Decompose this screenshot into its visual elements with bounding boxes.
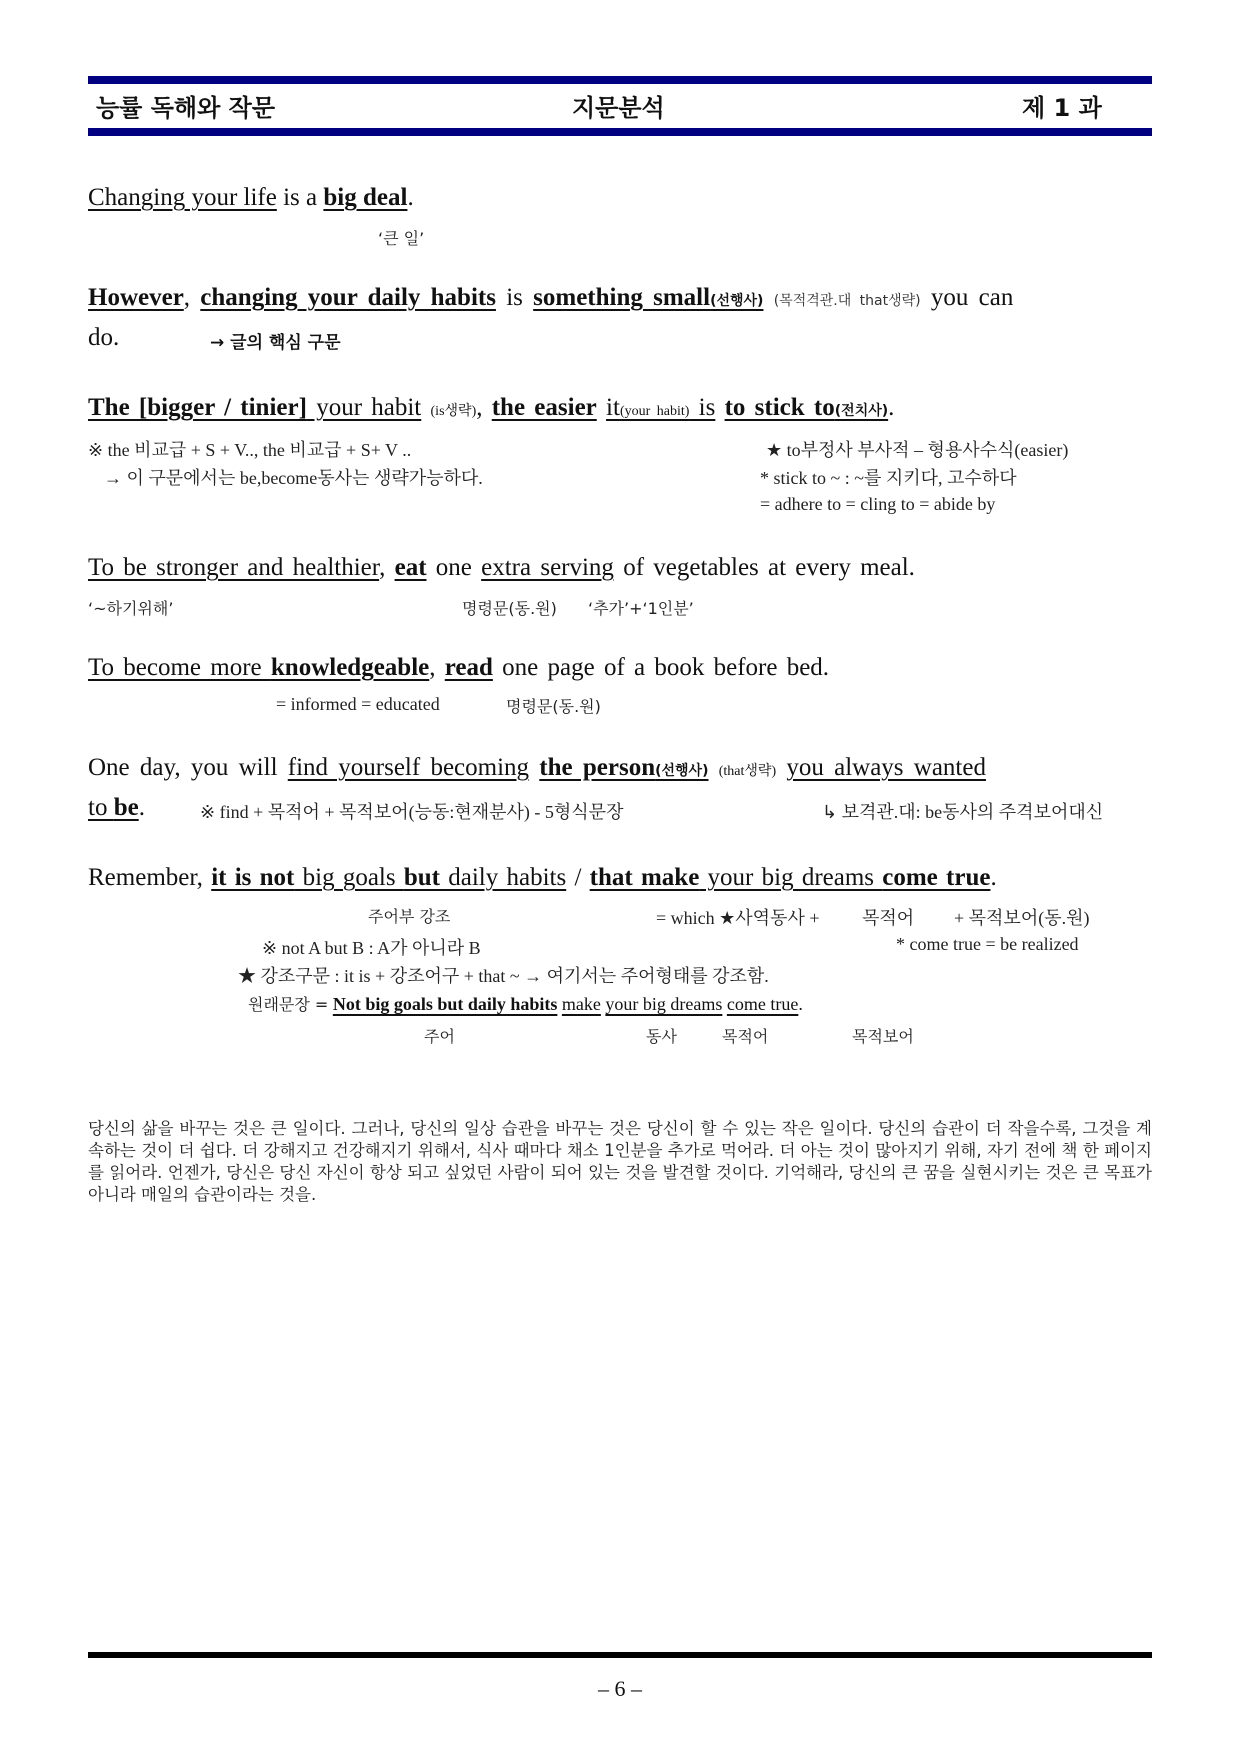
header-section-title: 지문분석 <box>572 94 665 122</box>
s1-key-phrase: big deal <box>323 184 408 211</box>
s7-note-complement: + 목적보어(동.원) <box>954 908 1090 928</box>
sentence-3 <box>88 394 894 422</box>
s2-antecedent-note: (선행사) <box>710 293 764 309</box>
s2-subject: changing your daily habits <box>200 284 496 311</box>
s7-that-make: that make <box>589 864 700 891</box>
s2-you-can: you can <box>920 284 1014 311</box>
s7-big-goals: big goals <box>294 864 404 891</box>
s3-note-stick-to: * stick to ~ : ~를 지키다, 고수하다 <box>760 468 1017 488</box>
sentence-2 <box>88 284 1013 312</box>
s4-extra-serving: extra serving <box>481 554 614 581</box>
s4-purpose: To be stronger and healthier <box>88 554 380 581</box>
s3-note-omission: → 이 구문에서는 be,become동사는 생략가능하다. <box>104 468 483 488</box>
s2-is: is <box>495 284 534 311</box>
s4-comma: , <box>379 554 395 581</box>
s7-orig-verb: make <box>561 994 601 1014</box>
s4-note-imperative: 명령문(동.원) <box>462 599 557 618</box>
s7-orig-period: . <box>798 994 803 1014</box>
s3-omit-note: (is생략) <box>430 404 477 419</box>
s6-antecedent-note: (선행사) <box>655 763 709 779</box>
footer-bar <box>88 1652 1152 1658</box>
s1-text: is a <box>276 184 324 211</box>
s7-orig-subject: Not big goals but daily habits <box>332 994 558 1014</box>
s7-but: but <box>403 864 440 891</box>
s7-note-emphasis-construction: ★ 강조구문 : it is + 강조어구 + that ~ → 여기서는 주어형태를 강조함. <box>238 966 769 986</box>
s4-note-purpose: ‘~하기위해’ <box>88 599 174 618</box>
s5-verb: read <box>444 654 493 681</box>
s6-start: One day, you will <box>88 754 288 781</box>
s7-role-verb: 동사 <box>646 1027 677 1046</box>
s6-relative-clause: you always wanted <box>786 754 986 781</box>
header-book-title: 능률 독해와 작문 <box>96 94 275 122</box>
header-bottom-bar <box>88 128 1152 136</box>
s3-period: . <box>888 394 895 421</box>
s7-orig-complement: come true <box>726 994 799 1014</box>
s2-key-note: → 글의 핵심 구문 <box>210 333 341 353</box>
s7-note-come-true: * come true = be realized <box>896 934 1079 954</box>
header-top-bar <box>88 76 1152 84</box>
s3-note-infinitive: ★ to부정사 부사적 – 형용사수식(easier) <box>766 440 1069 460</box>
s3-it: it <box>606 394 620 421</box>
s7-role-complement: 목적보어 <box>852 1027 914 1046</box>
s6-line2 <box>88 794 145 822</box>
s3-comparative: The [bigger / tinier] <box>88 394 307 421</box>
s3-note-synonyms: = adhere to = cling to = abide by <box>760 494 996 514</box>
s7-note-object: 목적어 <box>862 908 915 928</box>
s3-note-structure: ※ the 비교급 + S + V.., the 비교급 + S+ V .. <box>88 440 412 460</box>
korean-translation: 당신의 삶을 바꾸는 것은 큰 일이다. 그러나, 당신의 일상 습관을 바꾸는 것은 당신이 할 수 있는 작은 일이다. 당신의 습관이 더 작을수록, 그것을 계속하는 것이 더 쉽다. 더 강해지고 건강해지기 위해서, 식사 때마다 채소 1인분을 추가로 먹어라. 더 아는 것이 많아지기 위해, 자기 전에 책 한 페이지를 읽어라. 언젠가, 당신은 당신 자신이 항상 되고 싶었던 사람이 되어 있는 것을 발견할 것이다. 기억해라, 당신의 큰 꿈을 실현시키는 것은 큰 목표가 아니라 매일의 습관이라는 것을. <box>88 1119 1152 1204</box>
s5-rest: one page of a book before bed. <box>492 654 830 681</box>
s5-purpose: To become more <box>88 654 271 681</box>
sentence-1 <box>88 184 414 212</box>
header-lesson-number: 제 1 과 <box>1022 94 1102 122</box>
s6-find-yourself: find yourself becoming <box>287 754 530 781</box>
s7-original-sentence <box>248 992 803 1015</box>
s6-to: to <box>88 794 114 821</box>
s7-note-subject-emphasis: 주어부 강조 <box>368 907 451 926</box>
s7-orig-label: 원래문장 = <box>248 995 329 1014</box>
s5-note-synonyms: = informed = educated <box>276 694 440 714</box>
s2-antecedent: something small <box>533 284 711 311</box>
s7-role-subject: 주어 <box>424 1027 455 1046</box>
s5-comma: , <box>429 654 445 681</box>
s1-period: . <box>407 184 414 211</box>
s7-note-which: = which ★사역동사 + <box>656 908 820 928</box>
s2-line2: do. <box>88 324 120 351</box>
s6-note-find: ※ find + 목적어 + 목적보어(능동:현재분사) - 5형식문장 <box>200 802 624 822</box>
s7-your-big-dreams: your big dreams <box>699 864 883 891</box>
s7-orig-object: your big dreams <box>605 994 723 1014</box>
s7-role-object: 목적어 <box>722 1027 769 1046</box>
s6-period: . <box>138 794 145 821</box>
s3-it-note: (your habit) <box>619 404 690 419</box>
s3-to-stick-to: to stick to <box>724 394 835 421</box>
s3-preposition-note: (전치사) <box>834 403 889 419</box>
s7-come-true: come true <box>882 864 991 891</box>
sentence-5 <box>88 654 829 682</box>
s4-note-meaning: ‘추가’+‘1인분’ <box>588 599 694 618</box>
sentence-4 <box>88 554 915 582</box>
s6-be: be <box>113 794 139 821</box>
s4-one: one <box>426 554 482 581</box>
page-number: – 6 – <box>598 1676 642 1701</box>
s7-it-is-not: it is not <box>211 864 295 891</box>
s7-remember: Remember, <box>88 864 212 891</box>
s6-note-relative: ↳ 보격관.대: be동사의 주격보어대신 <box>822 802 1104 822</box>
s1-subject: Changing your life <box>88 184 277 211</box>
s3-the-easier: the easier <box>491 394 597 421</box>
s6-omit-note: (that생략) <box>718 764 777 779</box>
s5-note-imperative: 명령문(동.원) <box>506 697 601 716</box>
s7-slash: / <box>566 864 590 891</box>
s4-verb: eat <box>394 554 427 581</box>
s2-however: However <box>88 284 184 311</box>
s6-antecedent: the person <box>539 754 656 781</box>
s7-daily-habits: daily habits <box>439 864 567 891</box>
s5-knowledgeable: knowledgeable <box>270 654 430 681</box>
s3-is: is <box>689 394 716 421</box>
sentence-7 <box>88 864 997 892</box>
s7-note-not-a-but-b: ※ not A but B : A가 아니라 B <box>262 938 481 958</box>
s4-rest: of vegetables at every meal. <box>613 554 915 581</box>
s3-comma: , <box>476 394 492 421</box>
s3-your-habit: your habit <box>306 394 422 421</box>
s2-comma: , <box>183 284 201 311</box>
s1-note: ‘큰 일’ <box>378 229 425 248</box>
s2-omit-note: (목적격관.대 that생략) <box>773 293 921 309</box>
sentence-6 <box>88 754 986 782</box>
s7-period: . <box>990 864 997 891</box>
